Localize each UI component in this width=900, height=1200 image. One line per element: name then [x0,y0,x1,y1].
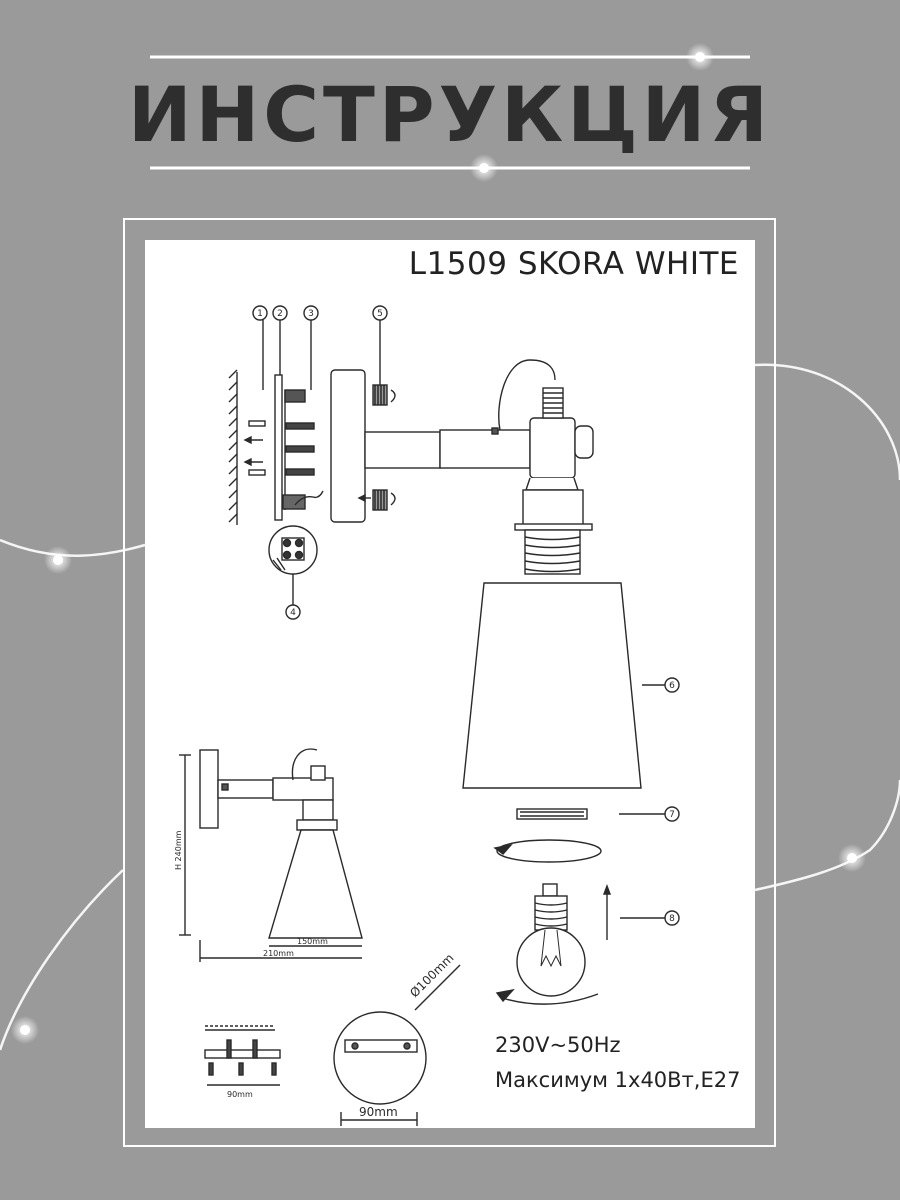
base-circle-view [334,965,460,1126]
dim-plate-width: 90mm [359,1105,398,1119]
dim-height: H 240mm [174,830,183,870]
side-dimension-view [179,749,362,962]
lamp-arm-assembly [365,360,593,574]
spec-max-power: Максимум 1х40Вт,E27 [495,1068,741,1092]
terminal-block-detail [269,526,317,605]
lamp-shade [463,583,665,788]
assembly-drawing [145,240,755,1128]
page-title: ИНСТРУКЦИЯ [128,70,772,159]
dim-diameter: Ø100mm [407,950,457,1001]
callout-2: 2 [277,309,283,319]
shade-ring [495,809,665,862]
dim-210: 210mm [263,949,294,958]
light-bulb [497,884,665,1004]
instruction-sheet [145,240,755,1128]
callout-4: 4 [290,608,296,618]
callout-1: 1 [257,309,263,319]
model-name: L1509 SKORA WHITE [408,246,739,282]
dim-plate-bottom: 90mm [227,1090,253,1099]
callout-6: 6 [669,681,675,691]
mounting-plate-view [205,1026,280,1085]
callout-5: 5 [377,309,383,319]
dim-150: 150mm [297,937,328,946]
callout-8: 8 [669,914,675,924]
callout-7: 7 [669,810,675,820]
spec-voltage: 230V~50Hz [495,1033,621,1057]
callout-3: 3 [308,309,314,319]
